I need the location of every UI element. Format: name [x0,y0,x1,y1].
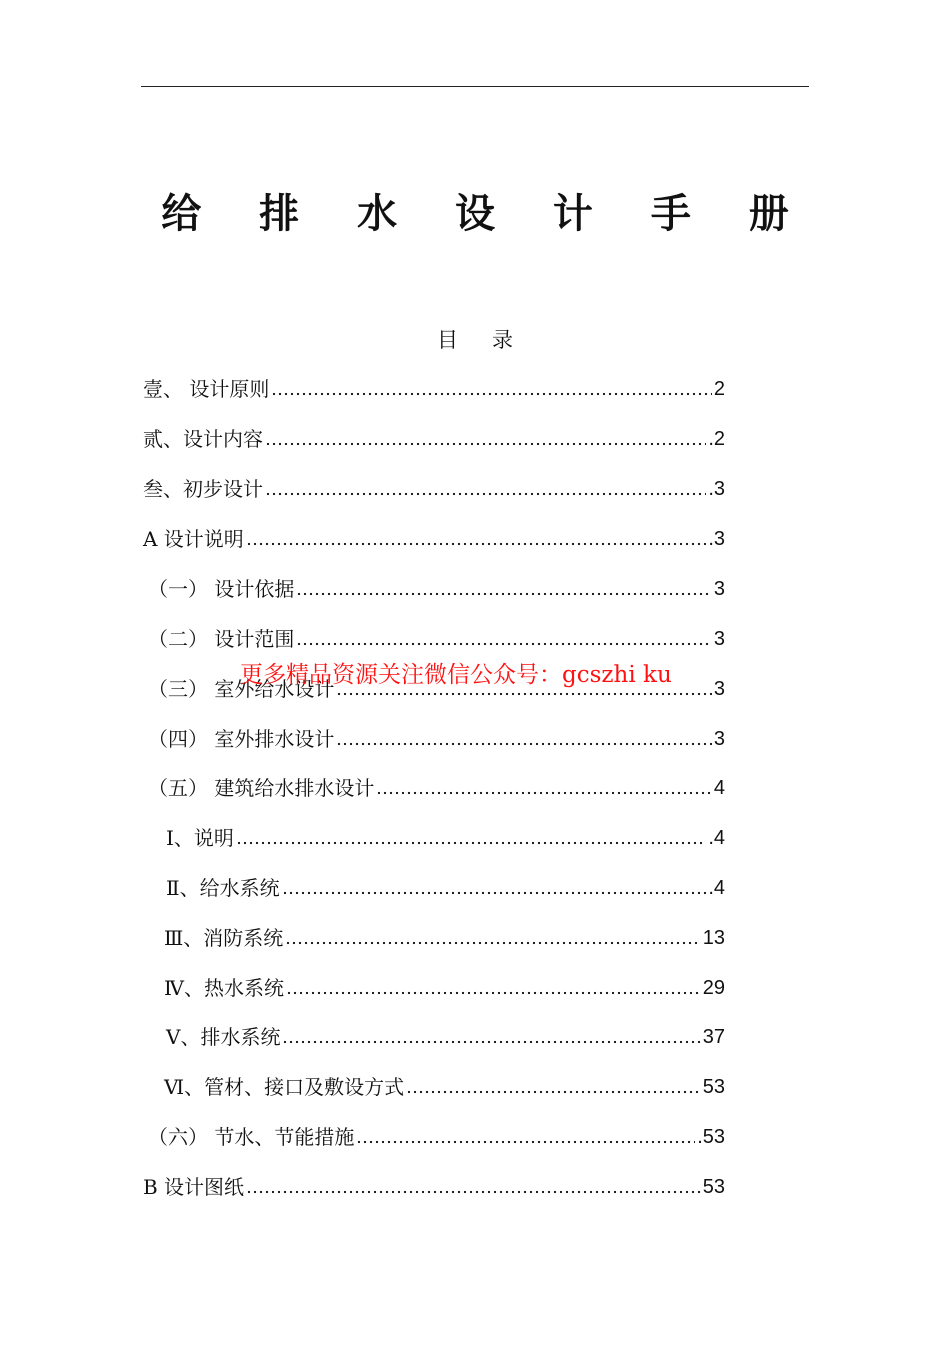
toc-entry-page: 3 [713,628,725,650]
toc-entry-leader [265,492,706,496]
toc-entry[interactable] [148,725,725,753]
toc-entry[interactable] [164,924,725,952]
toc-entry[interactable] [166,1023,725,1051]
toc-entry[interactable] [148,1123,725,1151]
toc-entry-page: .3 [708,528,725,550]
toc-entry-label: （三） 室外给水设计 [148,677,335,701]
toc-entry[interactable] [143,1173,725,1201]
toc-entry-label: Ⅰ、说明 [166,826,234,850]
toc-entry-leader [336,692,712,696]
toc-entry-leader [376,791,712,795]
toc-entry[interactable] [143,375,725,403]
toc-entry-label: 贰、设计内容 [143,427,263,451]
toc-entry-label: 壹、 设计原则 [143,377,270,401]
toc-entry-leader [285,941,700,945]
toc-entry-page: 2 [713,378,725,400]
toc-entry[interactable] [166,874,725,902]
toc-entry-leader [336,742,712,746]
toc-entry-page: 37 [702,1026,725,1048]
toc-entry-page: .4 [708,877,725,899]
toc-entry[interactable] [143,475,725,503]
toc-entry[interactable] [143,525,725,553]
toc-entry-page: .4 [708,827,725,849]
toc-entry[interactable] [148,625,725,653]
toc-entry-label: Ⅱ、给水系统 [166,876,280,900]
toc-entry-label: （四） 室外排水设计 [148,727,335,751]
toc-entry-page: .3 [708,478,725,500]
toc-entry-leader [236,841,706,845]
toc-entry-page: 53 [702,1076,725,1098]
toc-entry-page: 53 [702,1176,725,1198]
toc-entry[interactable] [164,974,725,1002]
toc-entry-label: Ⅳ、热水系统 [164,976,284,1000]
toc-entry-leader [271,392,712,396]
toc-entry-leader [356,1140,695,1144]
toc-entry-leader [296,642,712,646]
toc-entry-page: 3 [713,728,725,750]
toc-entry-label: 叁、初步设计 [143,477,263,501]
toc-heading: 目录 [437,328,547,352]
toc-entry-label: （六） 节水、节能措施 [148,1125,355,1149]
watermark-text: 更多精品资源关注微信公众号：gcszhi ku [240,662,672,688]
toc-entry[interactable] [148,774,725,802]
toc-entry[interactable] [164,1073,725,1101]
toc-entry-page: .2 [708,428,725,450]
toc-entry-label: A 设计说明 [143,527,244,551]
toc-entry-leader [286,991,701,995]
toc-entry-leader [246,1190,701,1194]
toc-entry[interactable] [143,425,725,453]
toc-entry-leader [406,1090,701,1094]
toc-entry-label: B 设计图纸 [143,1175,245,1199]
toc-entry-page: 29 [702,977,725,999]
toc-entry-label: Ⅴ、排水系统 [166,1025,281,1049]
toc-entry-page: 3 [713,578,725,600]
toc-entry-label: （二） 设计范围 [148,627,295,651]
toc-entry-leader [296,592,712,596]
toc-entry-label: Ⅵ、管材、接口及敷设方式 [164,1075,405,1099]
document-title: 给 排 水 设 计 手 册 [161,191,811,237]
toc-entry-leader [246,542,707,546]
toc-entry-page: 13 [702,927,725,949]
toc-entry-page: 4 [713,777,725,799]
toc-entry-leader [265,442,706,446]
toc-entry-label: （五） 建筑给水排水设计 [148,776,375,800]
toc-entry-leader [282,891,707,895]
toc-entry-leader [282,1040,700,1044]
toc-entry-page: 3 [713,678,725,700]
toc-entry-label: （一） 设计依据 [148,577,295,601]
toc-entry[interactable] [166,824,725,852]
toc-entry-page: .53 [697,1126,725,1148]
toc-entry[interactable] [148,575,725,603]
toc-entry-label: Ⅲ、消防系统 [164,926,284,950]
